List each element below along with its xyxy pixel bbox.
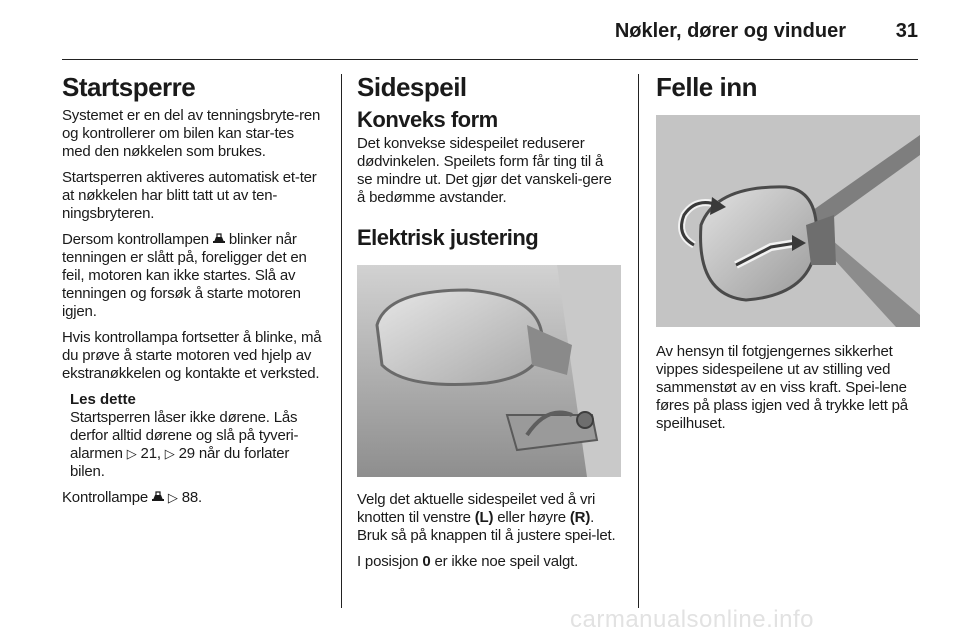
immobiliser-warning-lamp-icon xyxy=(213,231,229,248)
heading-sidespeil: Sidespeil xyxy=(357,72,467,102)
text-span: eller høyre xyxy=(497,509,566,526)
text-span: Kontrollampe xyxy=(62,489,148,506)
knob-position-left: (L) xyxy=(474,509,494,526)
heading-felle-inn: Felle inn xyxy=(656,72,757,102)
page-header xyxy=(62,14,918,54)
column-divider xyxy=(638,74,639,608)
note-title: Les dette xyxy=(70,391,136,408)
note-text xyxy=(70,409,324,481)
subheading-elektrisk-justering: Elektrisk justering xyxy=(357,225,539,250)
text-span: I posisjon xyxy=(357,553,419,570)
text-span: . Bruk så på knappen til å justere spei-let. xyxy=(357,509,616,544)
column-divider xyxy=(341,74,342,608)
page-number: 31 xyxy=(895,20,918,42)
knob-position-zero: 0 xyxy=(422,553,431,570)
page-reference[interactable]: 21, xyxy=(140,445,161,462)
knob-position-right: (R) xyxy=(569,509,591,526)
heading-startsperre: Startsperre xyxy=(62,72,196,102)
text-span: Velg det aktuelle sidespeilet ved å vri knotten til venstre xyxy=(357,491,596,526)
paragraph: Hvis kontrollampa fortsetter å blinke, må du prøve å starte motoren ved hjelp av ekstranøkkelen og kontakte et verksted. xyxy=(62,329,322,382)
paragraph xyxy=(357,491,621,545)
page-reference-arrow-icon: ▷ xyxy=(126,446,137,461)
page-reference[interactable]: 88. xyxy=(181,489,202,506)
watermark: carmanualsonline.info xyxy=(570,606,814,633)
paragraph: Det konvekse sidespeilet reduserer dødvinkelen. Speilets form får ting til å se mindre ut. Det gjør det vanskeli-gere å bedømme avstander. xyxy=(357,135,612,206)
paragraph: Av hensyn til fotgjengernes sikkerhet vippes sidespeilene ut av stilling ved sammenstøt av en viss kraft. Spei-lene føres på plass igjen ved å trykke lett på speilhuset. xyxy=(656,343,908,432)
page-reference-arrow-icon: ▷ xyxy=(164,446,175,461)
paragraph xyxy=(357,553,621,571)
section-title: Nøkler, dører og vinduer xyxy=(614,20,846,42)
text-span: Dersom kontrollampen xyxy=(62,231,209,248)
immobiliser-warning-lamp-icon xyxy=(152,489,168,506)
text-span: blinker når tenningen er slått på, foreligger det en feil, motoren kan ikke startes. Slå av tenningen og forsøk å starte motoren igjen. xyxy=(62,231,307,320)
page-reference-arrow-icon: ▷ xyxy=(167,490,178,505)
subheading-konveks-form: Konveks form xyxy=(357,107,498,132)
paragraph: Systemet er en del av tenningsbryte-ren og kontrollerer om bilen kan star-tes med den nøkkelen som brukes. xyxy=(62,107,321,160)
note-box xyxy=(70,391,324,481)
column-sidespeil xyxy=(357,72,621,579)
header-rule xyxy=(62,59,918,60)
text-span: Startsperren låser ikke dørene. Lås derfor alltid dørene og slå på tyveri-alarmen xyxy=(70,409,299,462)
mirror-fold-photo xyxy=(656,115,920,327)
column-felle-inn xyxy=(656,72,920,441)
mirror-adjust-photo xyxy=(357,265,621,477)
text-span: er ikke noe speil valgt. xyxy=(434,553,579,570)
paragraph xyxy=(62,489,324,507)
column-startsperre xyxy=(62,72,324,515)
paragraph: Startsperren aktiveres automatisk et-ter at nøkkelen har blitt tatt ut av ten-ningsbryteren. xyxy=(62,169,317,222)
paragraph xyxy=(62,231,324,321)
page-reference[interactable]: 29 når du forlater bilen. xyxy=(70,445,290,480)
